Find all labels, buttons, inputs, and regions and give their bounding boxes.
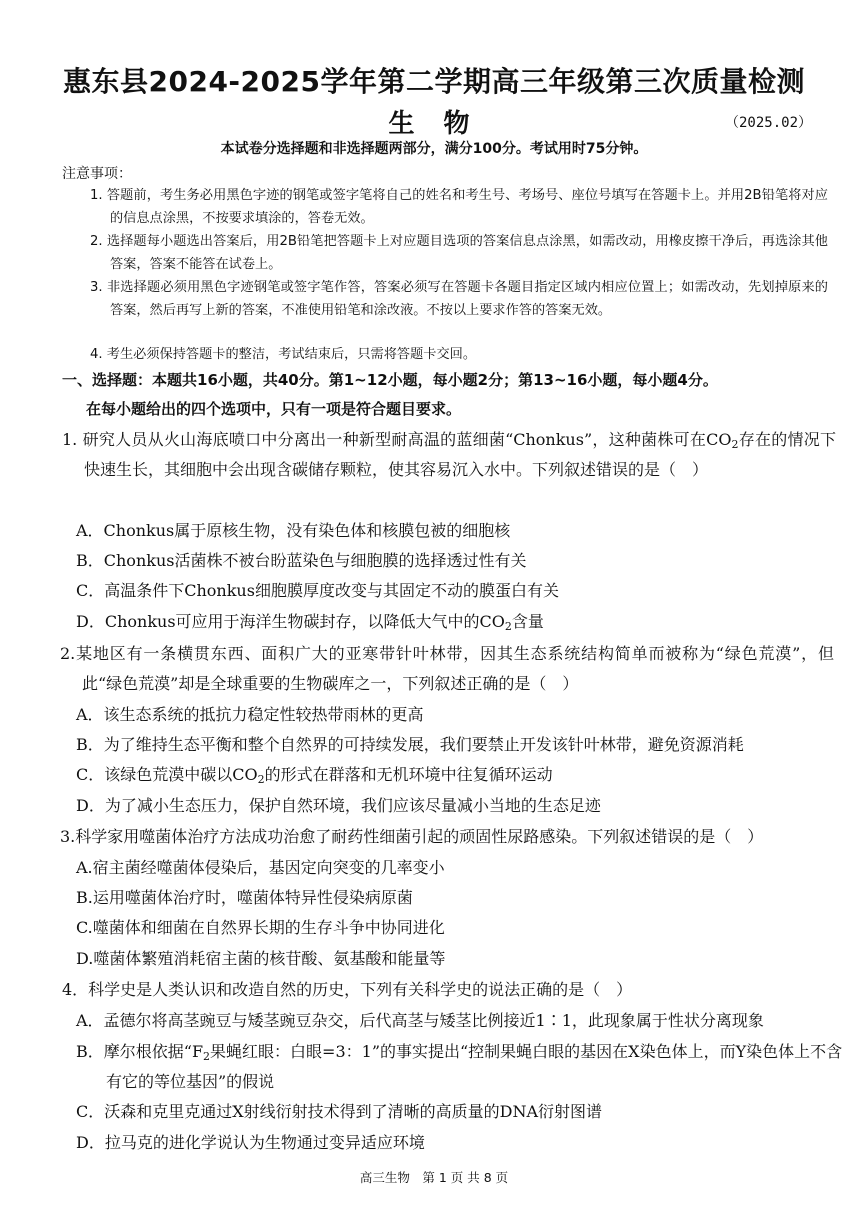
notice-item: 3. 非选择题必须用黑色字迹钢笔或签字笔作答，答案必须写在答题卡各题目指定区域内相应位置上；如需改动，先划掉原来的答案，然后再写上新的答案，不准使用铅笔和涂改液。不按以上要求作答的答案无效。	[90, 280, 828, 318]
question-2-option-d: D．为了减小生态压力，保护自然环境，我们应该尽量减小当地的生态足迹	[76, 796, 601, 815]
notice-item: 4. 考生必须保持答题卡的整洁，考试结束后，只需将答题卡交回。	[90, 347, 477, 362]
section-heading: 一、选择题：本题共16小题，共40分。第1~12小题，每小题2分；第13~16小题，每小题4分。	[62, 371, 718, 389]
question-1-stem: 1. 研究人员从火山海底喷口中分离出一种新型耐高温的蓝细菌“Chonkus”，这种菌株可在$CO_2$存在的情况下快速生长，其细胞中会出现含碳储存颗粒，使其容易沉入水中。下列叙述错误的是（ ）	[62, 430, 836, 479]
page-footer: 高三生物 第 1 页 共 8 页	[359, 1170, 509, 1185]
question-4-option-b: B．摩尔根依据“$F_2$果蝇红眼：白眼=3：1”的事实提出“控制果蝇白眼的基因在X染色体上，而Y染色体上不含有它的等位基因”的假说	[76, 1042, 843, 1091]
exam-intro: 本试卷分选择题和非选择题两部分，满分100分。考试用时75分钟。	[220, 141, 648, 157]
question-4-option-d: D．拉马克的进化学说认为生物通过变异适应环境	[76, 1133, 425, 1152]
question-2-option-a: A．该生态系统的抵抗力稳定性较热带雨林的更高	[76, 705, 424, 724]
question-3-option-c: C.噬菌体和细菌在自然界长期的生存斗争中协同进化	[76, 918, 445, 937]
question-4-stem: 4．科学史是人类认识和改造自然的历史，下列有关科学史的说法正确的是（ ）	[62, 980, 633, 999]
question-3-option-d: D.噬菌体繁殖消耗宿主菌的核苷酸、氨基酸和能量等	[76, 949, 446, 968]
question-2-option-c: C．该绿色荒漠中碳以$CO_2$的形式在群落和无机环境中往复循环运动	[76, 765, 553, 786]
question-1-option-a: A．Chonkus属于原核生物，没有染色体和核膜包被的细胞核	[76, 521, 511, 540]
question-3-option-b: B.运用噬菌体治疗时，噬菌体特异性侵染病原菌	[76, 888, 413, 907]
question-4-option-c: C．沃森和克里克通过X射线衍射技术得到了清晰的高质量的DNA衍射图谱	[76, 1102, 603, 1121]
exam-title: 惠东县2024-2025学年第二学期高三年级第三次质量检测	[63, 65, 805, 98]
question-2-option-b: B．为了维持生态平衡和整个自然界的可持续发展，我们要禁止开发该针叶林带，避免资源消耗	[76, 735, 744, 754]
question-3-stem: 3.科学家用噬菌体治疗方法成功治愈了耐药性细菌引起的顽固性尿路感染。下列叙述错误的是（ ）	[60, 827, 764, 846]
subject-title: 生 物	[388, 109, 480, 139]
question-1-option-d: D．Chonkus可应用于海洋生物碳封存，以降低大气中的$CO_2$含量	[76, 612, 544, 633]
question-1-option-c: C．高温条件下Chonkus细胞膜厚度改变与其固定不动的膜蛋白有关	[76, 581, 559, 600]
section-instruction: 在每小题给出的四个选项中，只有一项是符合题目要求。	[86, 400, 462, 418]
notice-item: 1. 答题前，考生务必用黑色字迹的钢笔或签字笔将自己的姓名和考生号、考场号、座位号填写在答题卡上。并用2B铅笔将对应的信息点涂黑，不按要求填涂的，答卷无效。	[90, 188, 828, 226]
question-3-option-a: A.宿主菌经噬菌体侵染后，基因定向突变的几率变小	[76, 858, 445, 877]
notice-item: 2. 选择题每小题选出答案后，用2B铅笔把答题卡上对应题目选项的答案信息点涂黑，如需改动，用橡皮擦干净后，再选涂其他答案，答案不能答在试卷上。	[90, 234, 828, 272]
question-2-stem: 2.某地区有一条横贯东西、面积广大的亚寒带针叶林带，因其生态系统结构简单而被称为“绿色荒漠”，但此“绿色荒漠”却是全球重要的生物碳库之一，下列叙述正确的是（ ）	[60, 644, 834, 693]
question-4-option-a: A．孟德尔将高茎豌豆与矮茎豌豆杂交，后代高茎与矮茎比例接近1∶1，此现象属于性状分离现象	[76, 1011, 764, 1030]
exam-date: （2025.02）	[725, 115, 813, 131]
notice-heading: 注意事项：	[62, 166, 132, 182]
question-1-option-b: B．Chonkus活菌株不被台盼蓝染色与细胞膜的选择透过性有关	[76, 551, 527, 570]
